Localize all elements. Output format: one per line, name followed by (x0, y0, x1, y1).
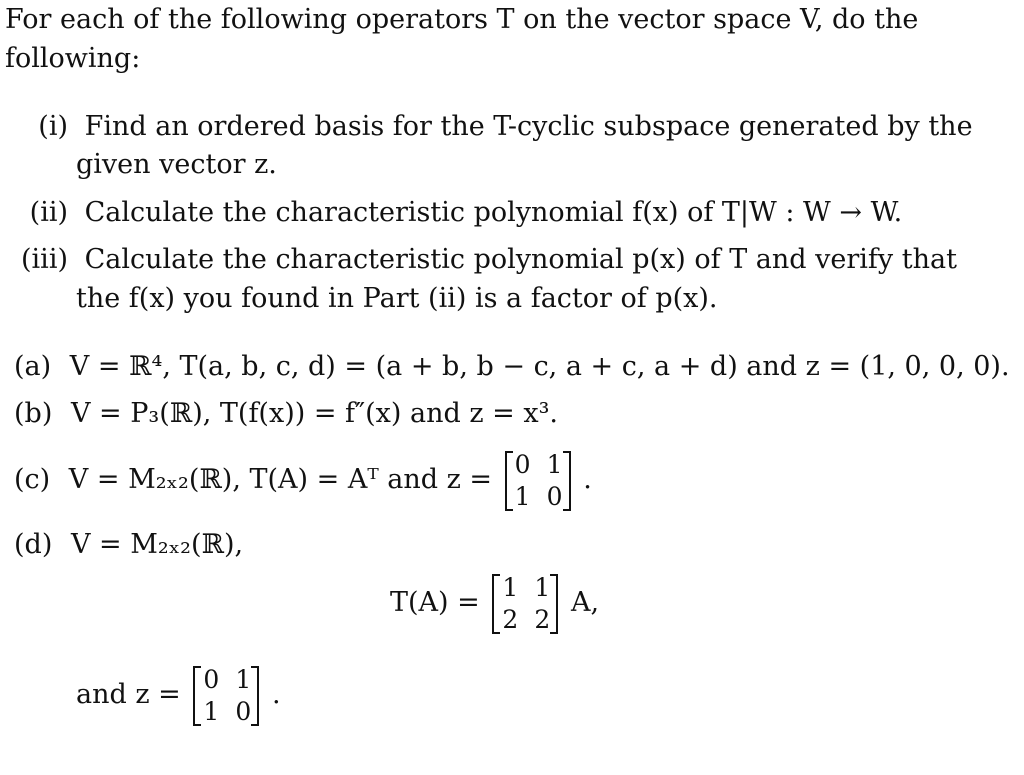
matrix-entry: 1 (534, 572, 551, 602)
intro-line-1: For each of the following operators T on the vector space V, do the (5, 4, 919, 35)
matrix-entry: 0 (546, 481, 563, 511)
task-text: Calculate the characteristic polynomial f(x) of T|W : W → W. (84, 197, 903, 228)
task-text: Calculate the characteristic polynomial p(x) of T and verify that (84, 244, 957, 275)
task-ii (13, 196, 902, 230)
task-iii (5, 243, 957, 277)
task-label: (i) (38, 111, 68, 142)
problem-text: V = P₃(ℝ), T(f(x)) = f″(x) and z = x³. (70, 398, 559, 429)
problem-label: (a) (14, 351, 52, 382)
z-matrix (505, 449, 571, 513)
and-text: and z = (76, 679, 181, 710)
problem-label: (d) (14, 529, 53, 560)
task-i-line-2: given vector z. (76, 149, 277, 180)
matrix-entry: 1 (203, 696, 220, 726)
problem-text: V = M₂ₓ₂(ℝ), T(A) = Aᵀ and z = (68, 464, 493, 495)
formula-left: T(A) = (390, 587, 480, 618)
z-matrix (193, 664, 259, 728)
matrix-entry: 0 (514, 449, 531, 479)
task-iii-line-2: the f(x) you found in Part (ii) is a factor of p(x). (76, 283, 718, 314)
problem-d-z (76, 658, 281, 732)
operator-matrix (492, 572, 558, 636)
problem-b (14, 397, 558, 431)
problem-d (14, 528, 243, 562)
matrix-entry: 0 (235, 696, 252, 726)
problem-text: V = M₂ₓ₂(ℝ), (70, 529, 244, 560)
problem-a (14, 350, 1010, 384)
task-i (28, 110, 973, 144)
matrix-entry: 2 (502, 604, 519, 634)
formula-right: A, (570, 587, 600, 618)
matrix-entry: 1 (502, 572, 519, 602)
problem-text: V = ℝ⁴, T(a, b, c, d) = (a + b, b − c, a + c, a + d) and z = (1, 0, 0, 0). (69, 351, 1010, 382)
operator-formula (390, 566, 599, 640)
matrix-entry: 1 (514, 481, 531, 511)
period: . (583, 464, 592, 495)
task-label: (ii) (29, 197, 68, 228)
problem-c (14, 443, 592, 517)
matrix-entry: 1 (235, 664, 252, 694)
intro-line-2: following: (5, 43, 141, 74)
matrix-entry: 1 (546, 449, 563, 479)
matrix-entry: 0 (203, 664, 220, 694)
task-label: (iii) (21, 244, 68, 275)
matrix-entry: 2 (534, 604, 551, 634)
period: . (271, 679, 281, 710)
problem-label: (b) (14, 398, 53, 429)
problem-label: (c) (14, 464, 51, 495)
task-text: Find an ordered basis for the T-cyclic subspace generated by the (84, 111, 973, 142)
